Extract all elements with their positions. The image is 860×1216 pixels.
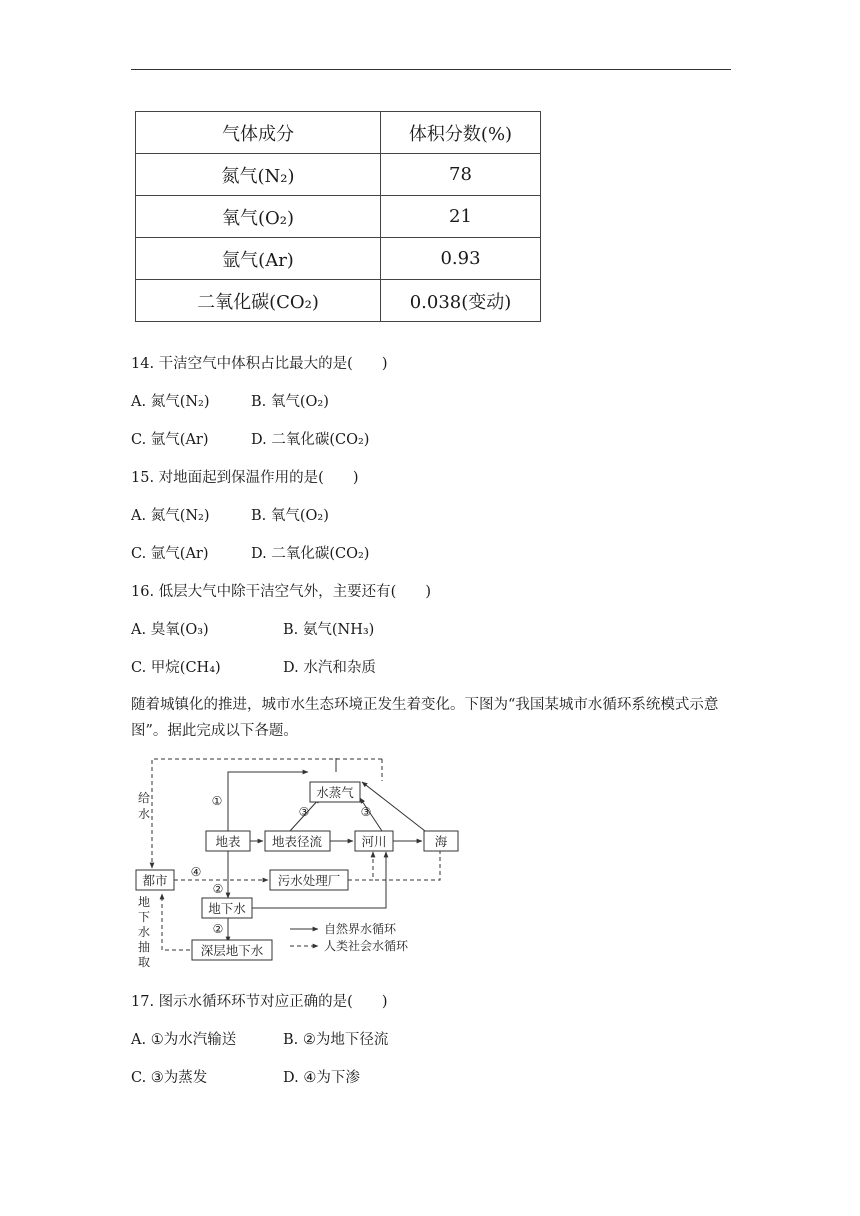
gas-name: 氮气(N₂) (136, 154, 381, 196)
question-15-stem: 15. 对地面起到保温作用的是( ) (131, 470, 359, 486)
label-gw-extract-3: 水 (137, 925, 151, 939)
gas-name: 二氧化碳(CO₂) (136, 280, 381, 322)
question-15-option-c[interactable]: C. 氩气(Ar) (131, 546, 209, 562)
label-sea: 海 (434, 834, 448, 849)
question-14-option-c[interactable]: C. 氩气(Ar) (131, 432, 209, 448)
question-17-option-c[interactable]: C. ③为蒸发 (131, 1070, 208, 1086)
label-water-supply-2: 水 (137, 807, 151, 821)
gas-name: 氩气(Ar) (136, 238, 381, 280)
question-15-option-b[interactable]: B. 氧气(O₂) (251, 508, 329, 524)
label-gw-extract-2: 下 (137, 910, 151, 924)
label-water-supply-1: 给 (137, 791, 151, 805)
gas-composition-table (135, 111, 541, 322)
label-circle-3a: ③ (298, 805, 310, 819)
question-17-option-d[interactable]: D. ④为下渗 (283, 1070, 360, 1086)
legend-natural-cycle: 自然界水循环 (324, 922, 397, 936)
label-river: 河川 (361, 834, 387, 849)
question-17-stem: 17. 图示水循环环节对应正确的是( ) (131, 994, 388, 1010)
question-16-option-d[interactable]: D. 水汽和杂质 (283, 660, 376, 676)
gas-value: 0.038(变动) (381, 280, 541, 322)
label-surface: 地表 (215, 834, 241, 849)
question-16-option-b[interactable]: B. 氨气(NH₃) (283, 622, 375, 638)
water-cycle-diagram (130, 758, 448, 969)
label-circle-1: ① (211, 794, 223, 808)
header-rule (131, 69, 731, 70)
label-city: 都市 (142, 873, 168, 888)
label-gw-extract-4: 抽 (137, 940, 151, 954)
question-16-option-a[interactable]: A. 臭氧(O₃) (131, 622, 209, 638)
question-17-option-a[interactable]: A. ①为水汽输送 (131, 1032, 237, 1048)
question-14-stem: 14. 干洁空气中体积占比最大的是( ) (131, 356, 388, 372)
label-water-vapor: 水蒸气 (316, 785, 354, 800)
label-circle-3b: ③ (360, 805, 372, 819)
label-sewage-plant: 污水处理厂 (277, 873, 341, 888)
intro-paragraph: 随着城镇化的推进，城市水生态环境正发生着变化。下图为“我国某城市水循环系统模式示意图”。据此完成以下各题。 (131, 697, 719, 739)
gas-value: 78 (381, 154, 541, 196)
column-header-gas: 气体成分 (136, 112, 381, 154)
label-surface-runoff: 地表径流 (271, 834, 323, 849)
gas-value: 21 (381, 196, 541, 238)
table-row (136, 238, 541, 280)
label-groundwater: 地下水 (208, 901, 246, 916)
table-row (136, 196, 541, 238)
table-header-row (136, 112, 541, 154)
table-row (136, 280, 541, 322)
column-header-volume: 体积分数(%) (381, 112, 541, 154)
legend-human-cycle: 人类社会水循环 (324, 939, 409, 953)
label-gw-extract-5: 取 (137, 955, 151, 969)
label-circle-2a: ② (212, 882, 224, 896)
label-circle-4: ④ (190, 865, 202, 879)
table-row (136, 154, 541, 196)
question-15-option-a[interactable]: A. 氮气(N₂) (131, 508, 210, 524)
question-14-option-a[interactable]: A. 氮气(N₂) (131, 394, 210, 410)
label-gw-extract-1: 地 (137, 895, 151, 909)
question-17-option-b[interactable]: B. ②为地下径流 (283, 1032, 389, 1048)
gas-value: 0.93 (381, 238, 541, 280)
question-16-option-c[interactable]: C. 甲烷(CH₄) (131, 660, 221, 676)
question-14-option-d[interactable]: D. 二氧化碳(CO₂) (251, 432, 370, 448)
label-circle-2b: ② (212, 922, 224, 936)
question-16-stem: 16. 低层大气中除干洁空气外，主要还有( ) (131, 584, 431, 600)
question-15-option-d[interactable]: D. 二氧化碳(CO₂) (251, 546, 370, 562)
question-14-option-b[interactable]: B. 氧气(O₂) (251, 394, 329, 410)
label-deep-groundwater: 深层地下水 (200, 943, 264, 958)
gas-name: 氧气(O₂) (136, 196, 381, 238)
